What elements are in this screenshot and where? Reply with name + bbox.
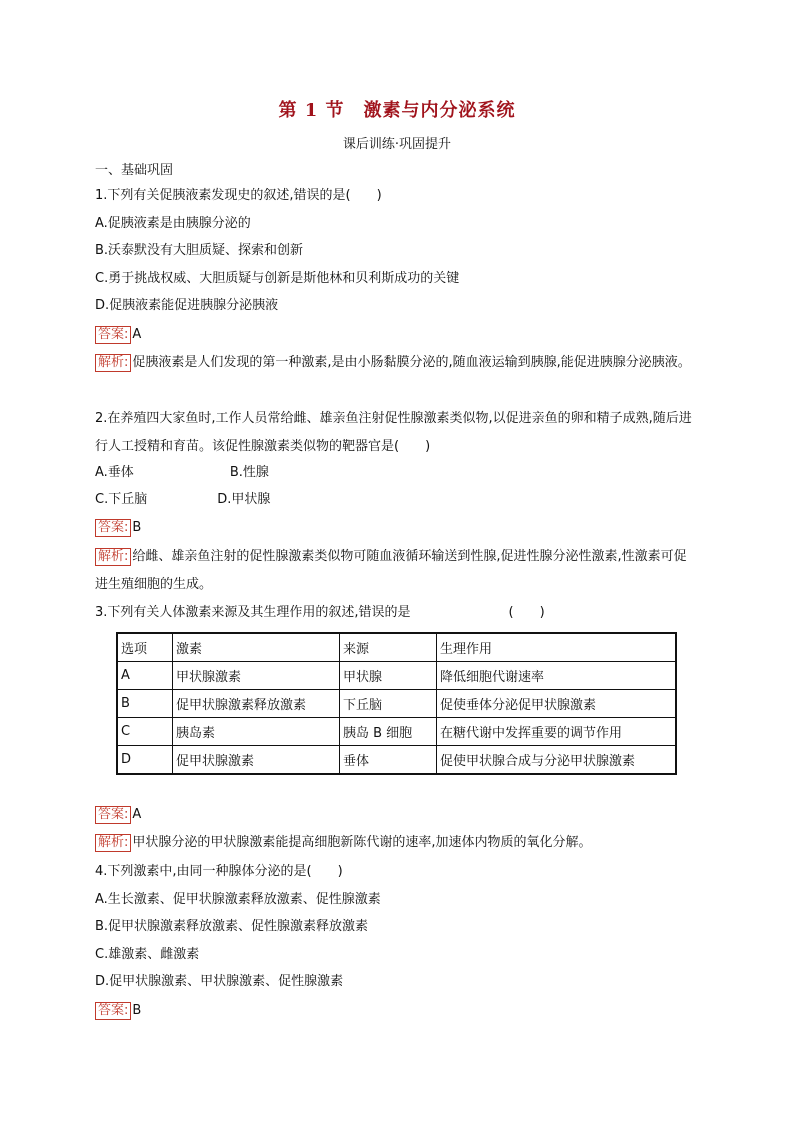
q2-stem: 2.在养殖四大家鱼时,工作人员常给雌、雄亲鱼注射促性腺激素类似物,以促进亲鱼的卵和精子成熟,随后进行人工授精和育苗。该促性腺激素类似物的靶器官是( ) (95, 411, 692, 454)
table-cell: C (117, 718, 173, 746)
table-cell: 胰岛 B 细胞 (340, 718, 437, 746)
q3-stem-row (95, 604, 545, 622)
analysis-tag: 解析: (95, 548, 131, 566)
q3-bracket: ( ) (508, 605, 545, 620)
section-heading: 一、基础巩固 (95, 163, 174, 178)
table-cell: 甲状腺 (340, 662, 437, 690)
q2-options-row-2 (95, 491, 270, 509)
table-cell: 在糖代谢中发挥重要的调节作用 (437, 718, 677, 746)
page-title: 第 1 节 激素与内分泌系统 (278, 100, 516, 121)
hormone-table (116, 632, 677, 775)
q3-analysis (95, 834, 592, 852)
q4-option-d: D.促甲状腺激素、甲状腺激素、促性腺激素 (95, 974, 344, 989)
q2-answer (95, 519, 141, 537)
table-cell: A (117, 662, 173, 690)
table-header-cell: 来源 (340, 633, 437, 662)
table-cell: 垂体 (340, 746, 437, 775)
q1-option-d: D.促胰液素能促进胰腺分泌胰液 (95, 298, 279, 313)
table-row (117, 690, 676, 718)
q1-answer (95, 326, 141, 344)
table-cell: 甲状腺激素 (173, 662, 340, 690)
q2-option-d: D.甲状腺 (217, 492, 271, 507)
q4-option-b: B.促甲状腺激素释放激素、促性腺激素释放激素 (95, 919, 369, 934)
answer-tag: 答案: (95, 519, 131, 537)
table-cell: 下丘脑 (340, 690, 437, 718)
q1-answer-value: A (132, 327, 142, 342)
analysis-tag: 解析: (95, 354, 131, 372)
q1-analysis-text: 促胰液素是人们发现的第一种激素,是由小肠黏膜分泌的,随血液运输到胰腺,能促进胰腺分泌胰液。 (132, 355, 691, 370)
answer-tag: 答案: (95, 806, 131, 824)
analysis-tag: 解析: (95, 834, 131, 852)
table-row (117, 662, 676, 690)
table-cell: 促甲状腺激素释放激素 (173, 690, 340, 718)
q1-analysis (95, 349, 695, 377)
table-cell: 降低细胞代谢速率 (437, 662, 677, 690)
q4-option-c: C.雄激素、雌激素 (95, 947, 200, 962)
table-header-cell: 激素 (173, 633, 340, 662)
q1-option-c: C.勇于挑战权威、大胆质疑与创新是斯他林和贝利斯成功的关键 (95, 271, 460, 286)
q2-option-c: C.下丘脑 (95, 492, 148, 507)
answer-tag: 答案: (95, 1002, 131, 1020)
table-row (117, 746, 676, 775)
q2-option-b: B.性腺 (229, 465, 269, 480)
table-cell: 促甲状腺激素 (173, 746, 340, 775)
q3-analysis-text: 甲状腺分泌的甲状腺激素能提高细胞新陈代谢的速率,加速体内物质的氧化分解。 (132, 835, 592, 850)
q1-option-a: A.促胰液素是由胰腺分泌的 (95, 216, 251, 231)
table-cell: 促使垂体分泌促甲状腺激素 (437, 690, 677, 718)
table-header-cell: 选项 (117, 633, 173, 662)
q4-answer (95, 1002, 141, 1020)
table-cell: 胰岛素 (173, 718, 340, 746)
q2-answer-value: B (132, 520, 142, 535)
q4-answer-value: B (132, 1003, 142, 1018)
q2-analysis-text: 给雌、雄亲鱼注射的促性腺激素类似物可随血液循环输送到性腺,促进性腺分泌性激素,性激素可促进生殖细胞的生成。 (95, 549, 687, 592)
q2-options-row-1 (95, 464, 269, 482)
table-cell: B (117, 690, 173, 718)
table-row (117, 718, 676, 746)
table-header-cell: 生理作用 (437, 633, 677, 662)
q3-answer-value: A (132, 807, 142, 822)
q2-option-a: A.垂体 (95, 465, 134, 480)
page-subtitle: 课后训练·巩固提升 (342, 137, 452, 152)
q3-stem: 3.下列有关人体激素来源及其生理作用的叙述,错误的是 (95, 605, 411, 620)
table-cell: 促使甲状腺合成与分泌甲状腺激素 (437, 746, 677, 775)
q1-option-b: B.沃泰默没有大胆质疑、探索和创新 (95, 243, 304, 258)
table-header-row (117, 633, 676, 662)
q4-stem: 4.下列激素中,由同一种腺体分泌的是( ) (95, 864, 343, 879)
table-cell: D (117, 746, 173, 775)
q4-option-a: A.生长激素、促甲状腺激素释放激素、促性腺激素 (95, 892, 381, 907)
answer-tag: 答案: (95, 326, 131, 344)
q1-stem: 1.下列有关促胰液素发现史的叙述,错误的是( ) (95, 188, 382, 203)
q3-answer (95, 806, 141, 824)
q2-analysis (95, 543, 695, 599)
